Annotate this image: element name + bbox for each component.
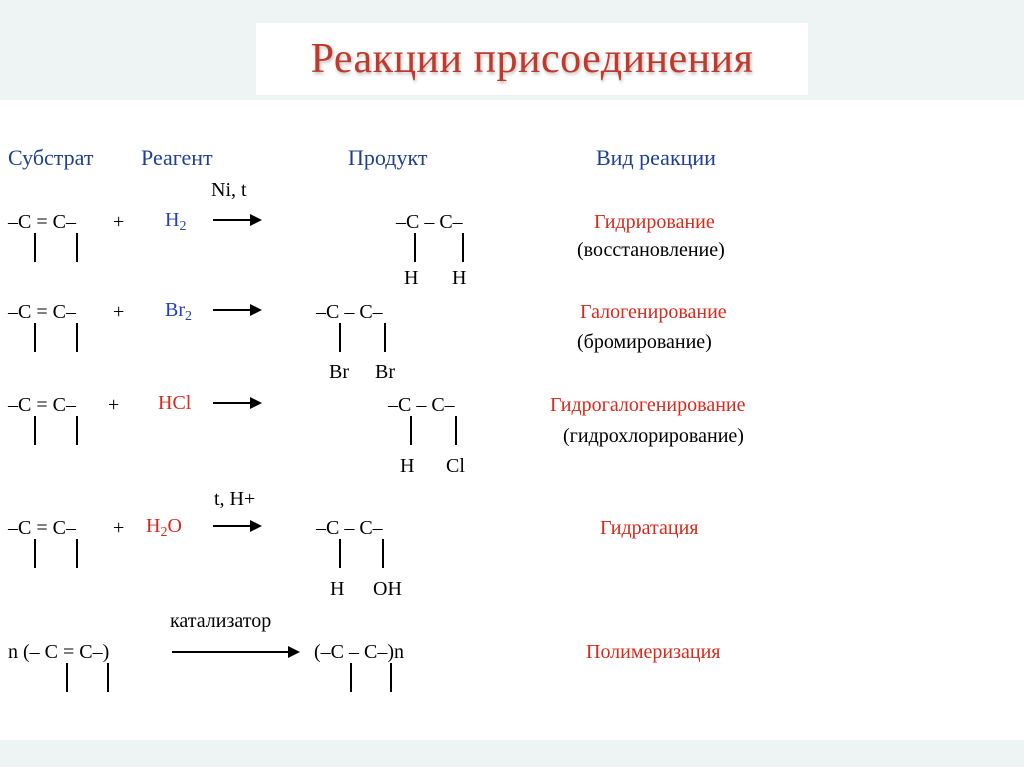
bond-line: [76, 323, 78, 352]
reaction-type: Гидратация: [600, 517, 699, 539]
slide-content: [0, 100, 1024, 740]
product-atom: Br: [329, 361, 349, 383]
reagent-formula: HCl: [158, 392, 192, 414]
bond-line: [339, 323, 341, 352]
plus-sign: +: [113, 211, 125, 233]
substrate-formula: –C = C–: [8, 394, 76, 416]
bond-line: [390, 663, 392, 692]
reaction-type: Полимеризация: [586, 641, 721, 663]
bond-line: [76, 233, 78, 262]
bond-line: [76, 539, 78, 568]
bond-line: [350, 663, 352, 692]
bond-line: [34, 416, 36, 445]
bond-line: [66, 663, 68, 692]
reaction-arrow: [213, 397, 262, 409]
reagent-formula: $H_2$: [165, 209, 187, 234]
reaction-type-note: (восстановление): [577, 239, 725, 261]
product-formula: –C – C–: [396, 211, 463, 233]
product-atom: H: [330, 578, 345, 600]
bond-line: [462, 233, 464, 262]
substrate-formula: –C = C–: [8, 301, 76, 323]
product-atom: H: [452, 267, 467, 289]
substrate-formula: –C = C–: [8, 517, 76, 539]
product-formula: –C – C–: [316, 301, 383, 323]
product-atom: Cl: [446, 455, 465, 477]
product-atom: OH: [373, 578, 402, 600]
reaction-arrow: [172, 646, 300, 658]
product-atom: Br: [375, 361, 395, 383]
reaction-type-note: (бромирование): [577, 331, 712, 353]
reaction-type: Гидрогалогенирование: [550, 394, 746, 416]
header-reagent: Реагент: [141, 145, 213, 170]
slide-title: Реакции присоединения: [310, 36, 754, 82]
product-formula: –C – C–: [388, 394, 455, 416]
reaction-type: Галогенирование: [580, 301, 727, 323]
reaction-arrow: [213, 520, 262, 532]
product-atom: H: [404, 267, 419, 289]
reaction-type-note: (гидрохлорирование): [563, 425, 744, 447]
condition-label: Ni, t: [211, 179, 247, 201]
product-formula: (–C – C–)n: [314, 641, 404, 663]
bond-line: [34, 233, 36, 262]
reaction-type: Гидрирование: [594, 211, 715, 233]
reagent-formula: $Br_2$: [165, 299, 192, 324]
bond-line: [34, 323, 36, 352]
bond-line: [410, 416, 412, 445]
bond-line: [339, 539, 341, 568]
plus-sign: +: [108, 394, 120, 416]
bond-line: [107, 663, 109, 692]
plus-sign: +: [113, 517, 125, 539]
condition-label: катализатор: [170, 610, 272, 632]
condition-label: t, H+: [214, 488, 256, 510]
bond-line: [382, 539, 384, 568]
header-reaction-type: Вид реакции: [596, 145, 716, 170]
bond-line: [76, 416, 78, 445]
reaction-arrow: [213, 214, 262, 226]
substrate-formula: n (– C = C–): [8, 641, 110, 663]
bond-line: [384, 323, 386, 352]
product-formula: –C – C–: [316, 517, 383, 539]
product-atom: H: [400, 455, 415, 477]
plus-sign: +: [113, 301, 125, 323]
reagent-formula: $H_2O$: [146, 515, 182, 540]
title-box: [256, 23, 808, 95]
bottom-band: [0, 740, 1024, 767]
bond-line: [455, 416, 457, 445]
substrate-formula: –C = C–: [8, 211, 76, 233]
bond-line: [34, 539, 36, 568]
reaction-arrow: [213, 304, 262, 316]
header-product: Продукт: [348, 145, 428, 170]
bond-line: [414, 233, 416, 262]
header-substrate: Субстрат: [8, 145, 94, 170]
